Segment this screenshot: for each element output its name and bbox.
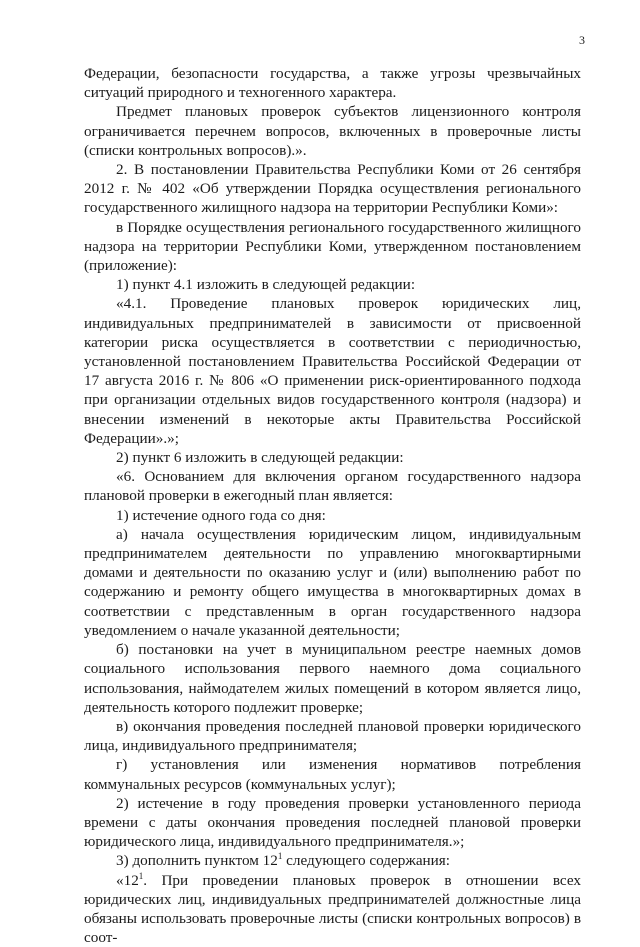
paragraph-clause-6-item-g: г) установления или изменения нормативов потребления коммунальных ресурсов (коммунальных услуг);: [84, 756, 581, 793]
document-body: [84, 64, 581, 947]
paragraph-clause-6: «6. Основанием для включения органом государственного надзора плановой проверки в ежегодный план является:: [84, 468, 581, 505]
paragraph-item-2-resolution-402: 2. В постановлении Правительства Республики Коми от 26 сентября 2012 г. № 402 «Об утверждении Порядка осуществления регионального государственного жилищного надзора на территории Республики Коми»:: [84, 161, 581, 217]
paragraph-clause-6-item-1: 1) истечение одного года со дня:: [116, 506, 326, 524]
paragraph-subitem-3-text-end: следующего содержания:: [282, 852, 451, 870]
paragraph-clause-6-item-b: б) постановки на учет в муниципальном реестре наемных домов социального использования первого наемного дома социального использования, наймодателем жилых помещений в котором является лицо, деятельность которого подлежит проверке;: [84, 641, 581, 716]
paragraph-inspection-subject: Предмет плановых проверок субъектов лицензионного контроля ограничивается перечнем вопросов, включенных в проверочные листы (списки контрольных вопросов).».: [84, 103, 581, 159]
paragraph-procedure-reference: в Порядке осуществления регионального государственного жилищного надзора на территории Республики Коми, утвержденном постановлением (приложение):: [84, 218, 581, 275]
paragraph-clause-6-item-a: а) начала осуществления юридическим лицом, индивидуальным предпринимателем деятельности по управлению многоквартирными домами и деятельности по оказанию услуг и (или) выполнению работ по содержанию и ремонту общего имущества в многоквартирных домах в соответствии с представленным в орган государственного надзора уведомлением о начале указанной деятельности;: [84, 525, 581, 639]
paragraph-clause-6-item-2: 2) истечение в году проведения проверки установленного периода времени с даты окончания проведения последней плановой проверки юридического лица, индивидуального предпринимателя.»;: [84, 794, 581, 851]
paragraph-subitem-3-text: 3) дополнить пунктом 12: [116, 852, 278, 870]
page-number: 3: [579, 33, 585, 47]
paragraph-clause-12-1-number: «12: [116, 871, 139, 889]
paragraph-clause-4-1: «4.1. Проведение плановых проверок юридических лиц, индивидуальных предпринимателей в зависимости от присвоенной категории риска осуществляется в соответствии с периодичностью, установленной постановлением Правительства Российской Федерации от 17 августа 2016 г. № 806 «О применении риск-ориентированного подхода при организации отдельных видов государственного контроля (надзора) и внесении изменений в некоторые акты Правительства Российской Федерации».»;: [84, 295, 581, 447]
paragraph-subitem-2: 2) пункт 6 изложить в следующей редакции:: [116, 449, 404, 467]
paragraph-subitem-1: 1) пункт 4.1 изложить в следующей редакции:: [116, 276, 416, 294]
paragraph-threats-continuation: Федерации, безопасности государства, а также угрозы чрезвычайных ситуаций природного и техногенного характера.: [84, 65, 581, 102]
paragraph-clause-6-item-v: в) окончания проведения последней плановой проверки юридического лица, индивидуального предпринимателя;: [84, 717, 581, 755]
paragraph-clause-12-1: [84, 871, 581, 947]
paragraph-subitem-3: [84, 851, 581, 870]
paragraph-clause-12-1-text: . При проведении плановых проверок в отношении всех юридических лиц, индивидуальных предпринимателей должностные лица обязаны использовать проверочные листы (списки контрольных вопросов) в соот-: [84, 871, 581, 947]
superscript-index: 1: [277, 851, 283, 862]
superscript-index: 1: [138, 870, 144, 881]
